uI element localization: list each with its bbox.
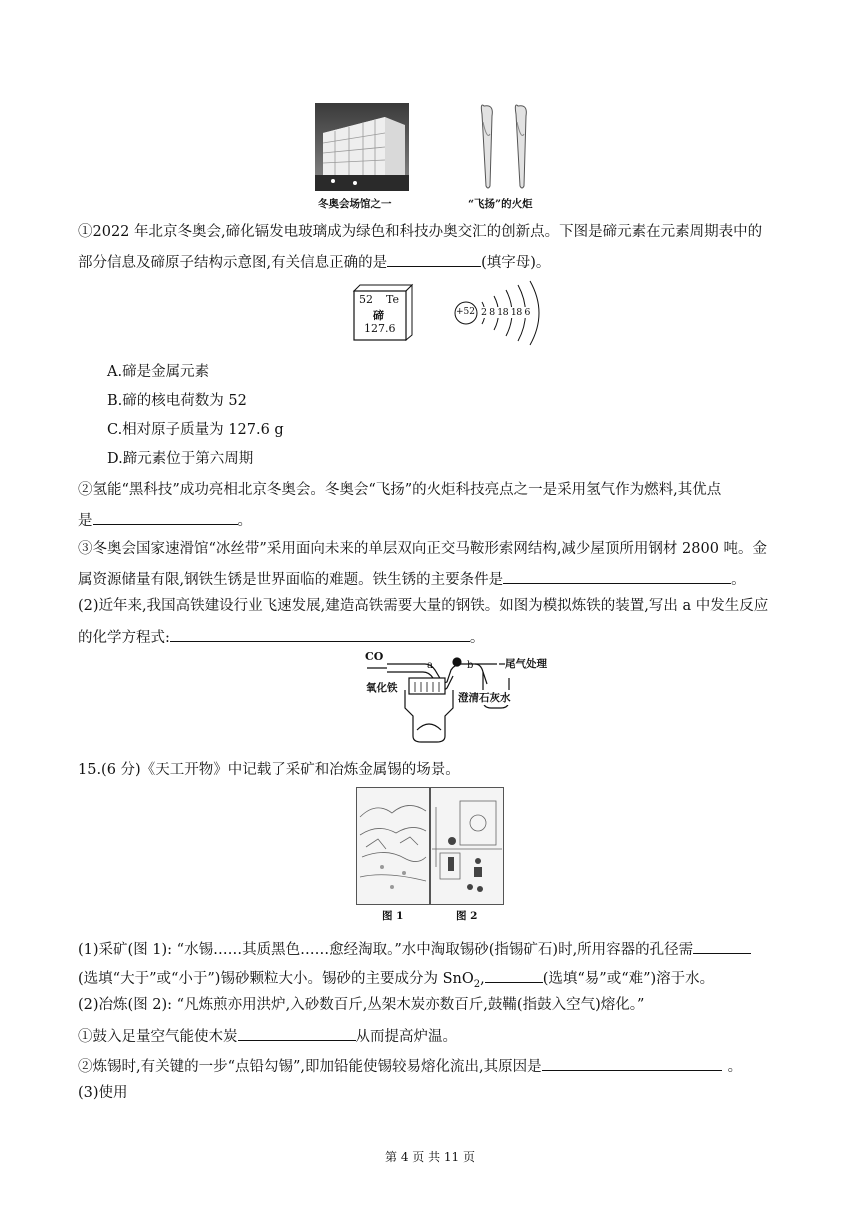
q3-line-1: ③冬奥会国家速滑馆“冰丝带”采用面向未来的单层双向正交马鞍形索网结构,减少屋顶所用钢材 2800 吨。金 <box>78 541 768 557</box>
q1-stem-line-1: ①2022 年北京冬奥会,碲化镉发电玻璃成为绿色和科技办奥交汇的创新点。下图是碲元素在元素周期表中的 <box>78 224 763 240</box>
q4-answer-blank[interactable] <box>170 625 470 642</box>
q2-answer-blank[interactable] <box>93 508 238 525</box>
tube-b-label: b <box>467 660 474 671</box>
venue-caption: 冬奥会场馆之一 <box>318 198 392 210</box>
atom-structure-diagram <box>452 280 552 346</box>
q3-line-2: 属资源储量有限,钢铁生锈是世界面临的难题。铁生锈的主要条件是 。 <box>78 567 746 590</box>
q15-part2-blank-1[interactable] <box>238 1024 356 1041</box>
tin-smelting-figure <box>430 787 504 905</box>
exhaust-label: 尾气处理 <box>505 658 547 670</box>
smelting-apparatus-diagram <box>365 650 547 750</box>
tin-fig1-caption: 图 1 <box>382 910 404 922</box>
q1-option-c: C.相对原子质量为 127.6 g <box>107 422 284 438</box>
venue-photo <box>315 103 409 191</box>
q15-title: 15.(6 分)《天工开物》中记载了采矿和冶炼金属锡的场景。 <box>78 762 460 778</box>
tin-mining-figure <box>356 787 430 905</box>
torch-image <box>470 100 540 192</box>
q15-part2-blank-2[interactable] <box>542 1054 722 1071</box>
q15-part2-q2: ②炼锡时,有关键的一步“点铅勾锡”,即加铅能使锡较易熔化流出,其原因是 。 <box>78 1054 742 1077</box>
element-card <box>352 283 414 341</box>
q3-answer-blank[interactable] <box>503 567 731 584</box>
element-mass: 127.6 <box>364 322 396 335</box>
q15-part1-line-1: (1)采矿(图 1): “水锡……其质黑色……愈经淘取。”水中淘取锡砂(指锡矿石)时,所用容器的孔径需 <box>78 937 751 960</box>
q15-part1-blank-1[interactable] <box>693 937 751 954</box>
iron-oxide-label: 氧化铁 <box>366 682 398 694</box>
q1-option-b: B.碲的核电荷数为 52 <box>107 393 247 409</box>
page-footer: 第 4 页 共 11 页 <box>385 1150 475 1164</box>
tin-fig2-caption: 图 2 <box>456 910 478 922</box>
co-label: CO <box>365 650 384 663</box>
q15-part1-line-2: (选填“大于”或“小于”)锡砂颗粒大小。锡砂的主要成分为 SnO$_2$, (选填“易”或“难”)溶于水。 <box>78 966 714 995</box>
atom-nucleus: +52 <box>456 307 475 317</box>
element-symbol: Te <box>386 293 399 306</box>
limewater-label: 澄清石灰水 <box>458 692 511 704</box>
tube-a-label: a <box>427 660 433 671</box>
element-number: 52 <box>359 293 373 306</box>
q15-part2-line: (2)冶炼(图 2): “凡炼煎亦用洪炉,入砂数百斤,丛架木炭亦数百斤,鼓鞴(指鼓入空气)熔化。” <box>78 997 645 1013</box>
q1-option-a: A.碲是金属元素 <box>107 364 210 380</box>
q2-line-2: 是 。 <box>78 508 252 531</box>
q15-part2-q1: ①鼓入足量空气能使木炭 从而提高炉温。 <box>78 1024 457 1047</box>
q1-option-d: D.蹄元素位于第六周期 <box>107 451 254 467</box>
q1-stem-line-2: 部分信息及碲原子结构示意图,有关信息正确的是 (填字母)。 <box>78 250 550 273</box>
torch-caption: “飞扬”的火炬 <box>468 198 533 210</box>
q1-answer-blank[interactable] <box>387 250 481 267</box>
q2-line-1: ②氢能“黑科技”成功亮相北京冬奥会。冬奥会“飞扬”的火炬科技亮点之一是采用氢气作为燃料,其优点 <box>78 482 722 498</box>
q15-part3-line: (3)使用 <box>78 1085 128 1101</box>
q4-line-2: 的化学方程式: 。 <box>78 625 484 648</box>
q15-part1-blank-2[interactable] <box>485 966 543 983</box>
element-name: 碲 <box>373 309 384 322</box>
q4-line-1: (2)近年来,我国高铁建设行业飞速发展,建造高铁需要大量的钢铁。如图为模拟炼铁的装置,写出 a 中发生反应 <box>78 598 769 614</box>
atom-shells: 2 8 18 18 6 <box>481 307 530 318</box>
